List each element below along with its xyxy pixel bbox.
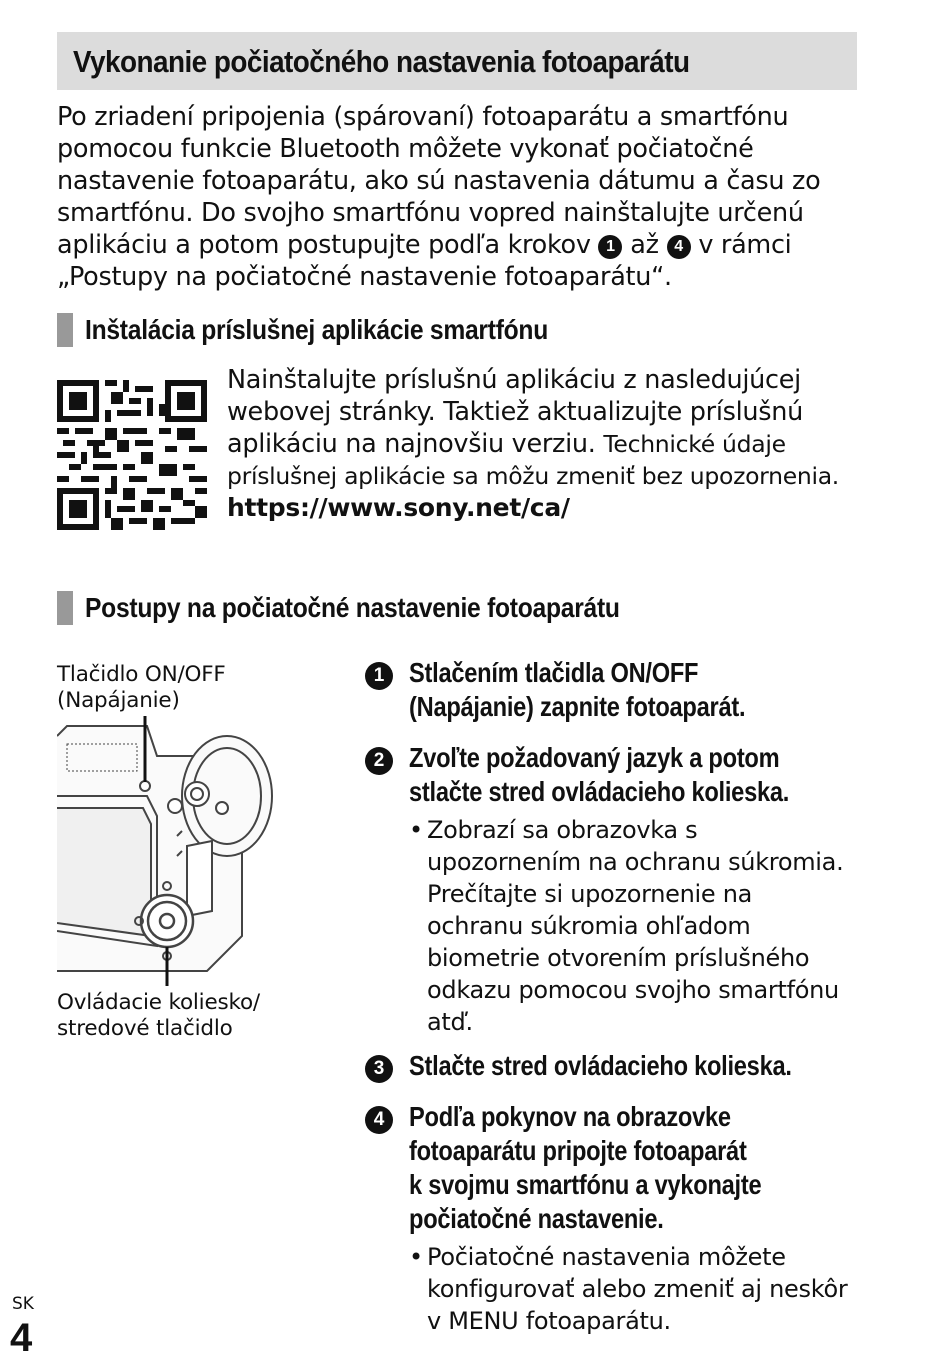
install-description xyxy=(227,364,867,524)
page-number: 4 xyxy=(10,1316,33,1360)
install-text-small: Technické údaje príslušnej aplikácie sa môžu zmeniť bez upozornenia. xyxy=(227,430,839,490)
step-2 xyxy=(365,741,865,809)
qr-code-icon[interactable] xyxy=(57,380,207,530)
title-bar xyxy=(57,32,857,90)
step-1-number-icon: 1 xyxy=(365,662,393,690)
section-marker xyxy=(57,591,73,625)
power-label-line2: (Napájanie) xyxy=(57,688,180,713)
step-2-note: • Zobrazí sa obrazovka s upozornením na ochranu súkromia. Prečítajte si upozornenie na ochranu súkromia ohľadom biometrie otvorením príslušného odkazu pomocou svojho smartfónu atď. xyxy=(409,814,877,1038)
step-1-text: Stlačením tlačidla ON/OFF (Napájanie) zapnite fotoaparát. xyxy=(409,657,746,722)
step-3 xyxy=(365,1049,865,1083)
step-1-icon: 1 xyxy=(598,235,622,259)
intro-text-1: Po zriadení pripojenia (spárovaní) fotoaparátu a smartfónu pomocou funkcie Bluetooth môžete vykonať počiatočné nastavenie fotoaparátu, ako sú nastavenia dátumu a času zo smartfónu. Do svojho smartfónu vopred nainštalujte určenú aplikáciu a potom postupujte podľa krokov xyxy=(57,102,821,260)
intro-paragraph xyxy=(57,101,857,293)
app-url-link[interactable]: https://www.sony.net/ca/ xyxy=(227,493,570,522)
page-title: Vykonanie počiatočného nastavenia fotoaparátu xyxy=(73,44,690,79)
step-4 xyxy=(365,1100,865,1236)
install-heading-text: Inštalácia príslušnej aplikácie smartfónu xyxy=(85,314,549,345)
step-4-text: Podľa pokynov na obrazovke fotoaparátu pripojte fotoaparát k svojmu smartfónu a vykonajte počiatočné nastavenie. xyxy=(409,1101,762,1234)
section-marker xyxy=(57,313,73,347)
page-language: SK xyxy=(12,1294,34,1314)
step-3-number-icon: 3 xyxy=(365,1055,393,1083)
camera-illustration xyxy=(57,716,287,986)
install-text: Nainštalujte príslušnú aplikáciu z nasledujúcej webovej stránky. Taktiež aktualizujte príslušnú aplikáciu na najnovšiu verziu. xyxy=(227,365,803,459)
power-label-line1: Tlačidlo ON/OFF xyxy=(57,662,226,687)
wheel-label-line2: stredové tlačidlo xyxy=(57,1016,233,1041)
wheel-label-line1: Ovládacie koliesko/ xyxy=(57,990,260,1015)
control-wheel-label xyxy=(57,990,260,1042)
step-4-number-icon: 4 xyxy=(365,1106,393,1134)
step-3-text: Stlačte stred ovládacieho kolieska. xyxy=(409,1050,792,1081)
intro-text-2: v rámci „Postupy na počiatočné nastavenie fotoaparátu“. xyxy=(57,230,792,292)
step-4-note: • Počiatočné nastavenia môžete konfigurovať alebo zmeniť aj neskôr v MENU fotoaparátu. xyxy=(409,1241,877,1337)
step-2-text: Zvoľte požadovaný jazyk a potom stlačte stred ovládacieho kolieska. xyxy=(409,742,790,807)
step-1 xyxy=(365,656,865,724)
procedure-heading-text: Postupy na počiatočné nastavenie fotoaparátu xyxy=(85,592,620,623)
intro-text-mid: až xyxy=(630,230,659,260)
step-2-number-icon: 2 xyxy=(365,747,393,775)
power-button-label xyxy=(57,662,226,714)
step-4-icon: 4 xyxy=(667,235,691,259)
